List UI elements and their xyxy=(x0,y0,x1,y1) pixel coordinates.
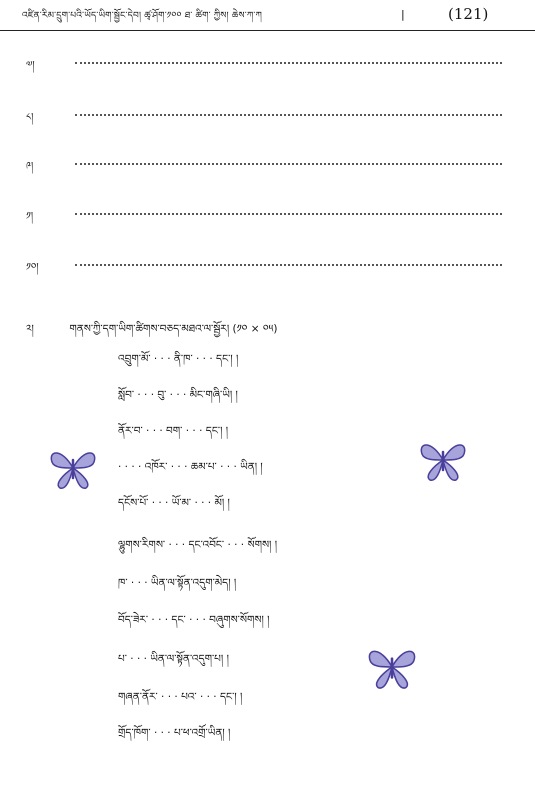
butterfly-bottom-icon xyxy=(366,642,418,692)
verse-line: ཁ་ · · · ཡིན་ལ་སྟོན་འདུག་མེད། ། xyxy=(118,577,237,589)
verse-line: ལྷུགས་རིགས་ · · · དང་འབོང་ · · · སོགས། ། xyxy=(118,539,278,551)
answer-row-number: ༨། xyxy=(26,112,34,123)
verse-line: དངོས་པོ་ · · · ཡོ་མ་ · · · མོ། ། xyxy=(118,497,230,509)
answer-row xyxy=(22,205,502,221)
answer-row-number: ༡༠། xyxy=(26,262,39,273)
verse-line: འབྲུག་མོ་ · · · ནི་ཁ་ · · · དང་། ། xyxy=(118,353,239,365)
answer-row-number: ༩། xyxy=(26,161,34,172)
answer-row xyxy=(22,54,502,70)
butterfly-right-icon xyxy=(418,436,468,484)
verse-line: སློབ་ · · · བུ་ · · · མིང་གཞི་ཡི། ། xyxy=(118,389,238,401)
verse-line: བོད་ཟེར་ · · · དང་ · · · བཞུགས་སོགས། ། xyxy=(118,614,270,626)
answer-row-number: ༧། xyxy=(26,60,35,71)
butterfly-left-icon xyxy=(48,444,98,492)
dotted-answer-line xyxy=(75,60,502,64)
verse-line: གྲོད་ཁོག་ · · · པ་ཕ་འགྲོ་ཡིན། ། xyxy=(118,727,231,739)
exercise-title: གནས་ཀྱི་དག་ཡིག་ཚིགས་བཅད་མཐའ་ལ་སྦྱོར། (༡༠ × ༠༥) xyxy=(69,323,278,335)
dotted-answer-line xyxy=(75,262,502,266)
answer-row-number: ༡། xyxy=(26,211,34,222)
page-header xyxy=(0,0,535,31)
answer-row xyxy=(22,256,502,272)
exercise-heading xyxy=(26,318,277,347)
verse-line: · · · · འཁོར་ · · · ཆམ་པ་ · · · ཡིན། ། xyxy=(118,461,263,473)
answer-row xyxy=(22,155,502,171)
verse-line: གཞན་ནོར་ · · · པའ་ · · · དང་། ། xyxy=(118,691,243,703)
dotted-answer-line xyxy=(75,112,502,116)
dotted-answer-line xyxy=(75,211,502,215)
exercise-number: ༢། xyxy=(26,323,34,335)
verse-line: ནོར་བ་ · · · བག་ · · · དང་། ། xyxy=(118,425,229,437)
dotted-answer-line xyxy=(75,161,502,165)
answer-row xyxy=(22,106,502,122)
page-number: (121) xyxy=(448,5,489,23)
running-header: འཛིན་རིམ་དྲུག་པའི་ཡོད་ཡིག་སྦྱོང་དེབ། ཚྭ་ཤོག་༡༠༠ ཐ༌ ཚིག་ ཀྱིས། ཆེས་ཀ་ཀ xyxy=(22,11,262,21)
header-separator: | xyxy=(401,8,405,21)
verse-line: པ་ · · · ཡིན་ལ་སྟོན་འདུག་པ། ། xyxy=(118,653,229,665)
